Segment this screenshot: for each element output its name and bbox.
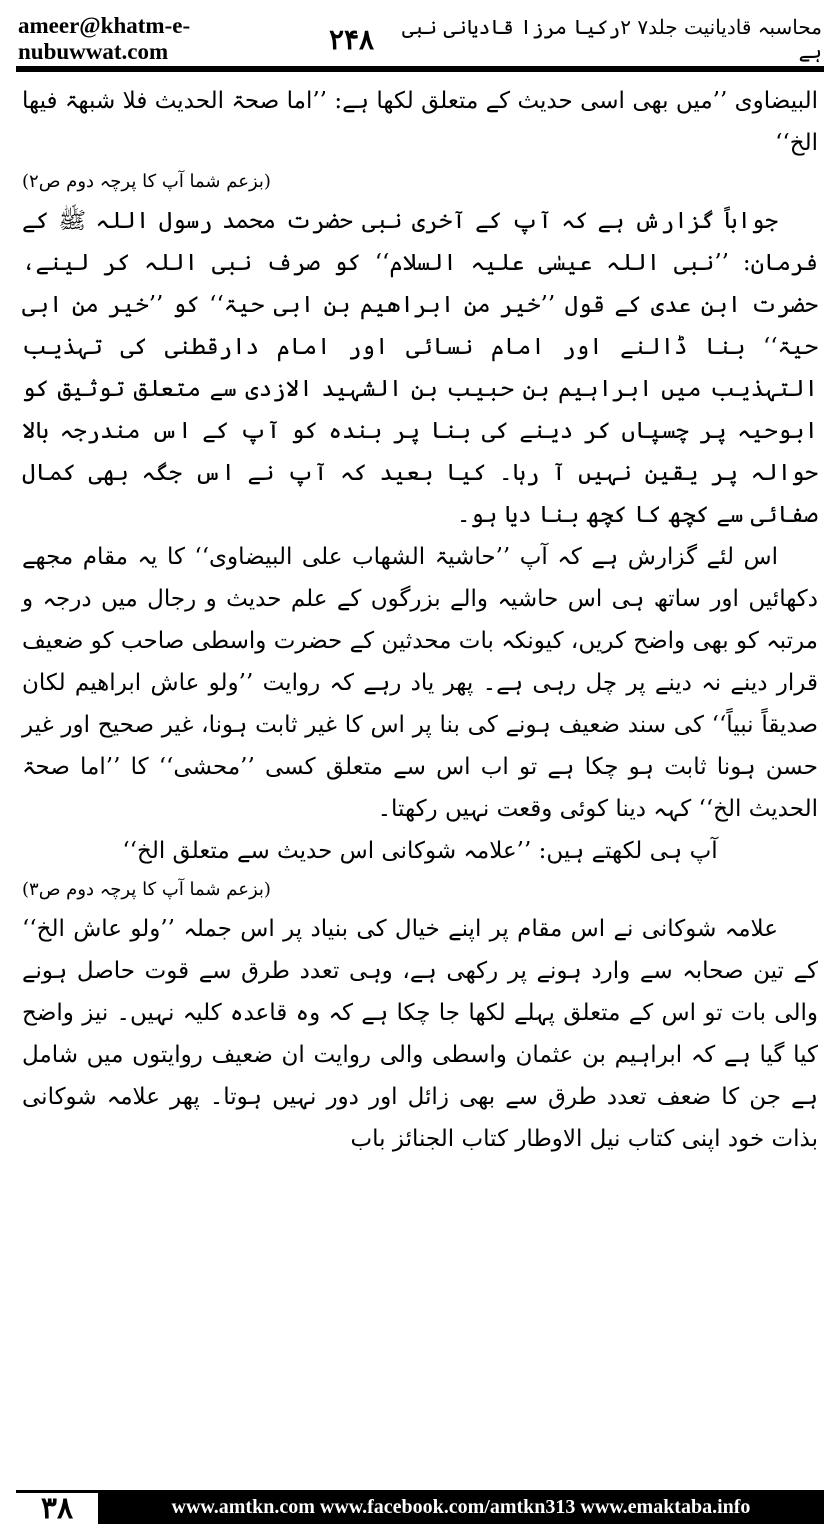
footer-links: www.amtkn.com www.facebook.com/amtkn313 www.emaktaba.info [98,1490,824,1524]
reference-2: (بزعم شما آپ کا پرچہ دوم ص۳) [22,879,271,900]
footer-page-number: ۳۸ [16,1490,98,1524]
paragraph-2: جواباً گزارش ہے کہ آپ کے آخری نبی حضرت محمد رسول اللہ ﷺ کے فرمان: ’’نبی اللہ عیسٰی علیہ السلام‘‘ کو صرف نبی اللہ کر لینے، حضرت ابن عدی کے قول ’’خیر من ابراھیم بن ابی حیۃ‘‘ کو ’’خیر من ابی حیۃ‘‘ بنا ڈالنے اور امام نسائی اور امام دارقطنی کی تہذیب التہذیب میں ابراہیم بن حبیب بن الشہید الازدی سے متعلق توثیق کو ابوحیہ پر چسپاں کر دینے کی بنا پر بندہ کو آپ کے اس مندرجہ بالا حوالہ پر یقین نہیں آ رہا۔ کیا بعید کہ آپ نے اس جگہ بھی کمال صفائی سے کچھ کا کچھ بنا دیا ہو۔ [22,208,818,528]
paragraph-4: علامہ شوکانی نے اس مقام پر اپنے خیال کی بنیاد پر اس جملہ ’’ولو عاش الخ‘‘ کے تین صحابہ سے وارد ہونے پر رکھی ہے، وہی تعدد طرق سے قوت حاصل ہونے والی بات تو اس کے متعلق پہلے لکھا جا چکا ہے کہ وہ قاعدہ کلیہ نہیں۔ نیز واضح کیا گیا ہے کہ ابراہیم بن عثمان واسطی والی روایت ان ضعیف روایتوں میں شامل ہے جن کا ضعف تعدد طرق سے بھی زائل اور دور نہیں ہوتا۔ پھر علامہ شوکانی بذات خود اپنی کتاب نیل الاوطار کتاب الجنائز باب [22,916,818,1152]
header-rule [16,66,824,72]
paragraph-3: اس لئے گزارش ہے کہ آپ ’’حاشیۃ الشھاب علی البیضاوی‘‘ کا یہ مقام مجھے دکھائیں اور ساتھ ہی اس حاشیہ والے بزرگوں کے علم حدیث و رجال میں درجہ و مرتبہ کو بھی واضح کریں، کیونکہ بات محدثین کے حضرت واسطی صاحب کو ضعیف قرار دینے نہ دینے پر چل رہی ہے۔ پھر یاد رہے کہ روایت ’’ولو عاش ابراھیم لکان صدیقاً نبیاً‘‘ کی سند ضعیف ہونے کی بنا پر اس کا غیر ثابت ہونا، غیر صحیح اور غیر حسن ہونا ثابت ہو چکا ہے تو اب اس سے متعلق کسی ’’محشی‘‘ کا ’’اما صحۃ الحدیث الخ‘‘ کہہ دینا کوئی وقعت نہیں رکھتا۔ [22,544,819,822]
header-page-number: ۲۴۸ [328,22,375,56]
page-footer [16,1490,824,1524]
quote-line: آپ ہی لکھتے ہیں: ’’علامہ شوکانی اس حدیث سے متعلق الخ‘‘ [122,838,718,864]
header-email: ameer@khatm-e-nubuwwat.com [18,13,191,64]
paragraph-1: البیضاوی ’’میں بھی اسی حدیث کے متعلق لکھا ہے: ’’اما صحۃ الحدیث فلا شبھۃ فیھا الخ‘‘ [22,88,818,156]
header-title-group [329,15,822,63]
reference-1: (بزعم شما آپ کا پرچہ دوم ص۲) [22,171,271,192]
page-body [22,80,818,1160]
page-header [18,14,822,64]
running-title: محاسبہ قادیانیت جلد۷ ۲رکیا مرزا قادیانی نبی ہے [401,15,822,63]
